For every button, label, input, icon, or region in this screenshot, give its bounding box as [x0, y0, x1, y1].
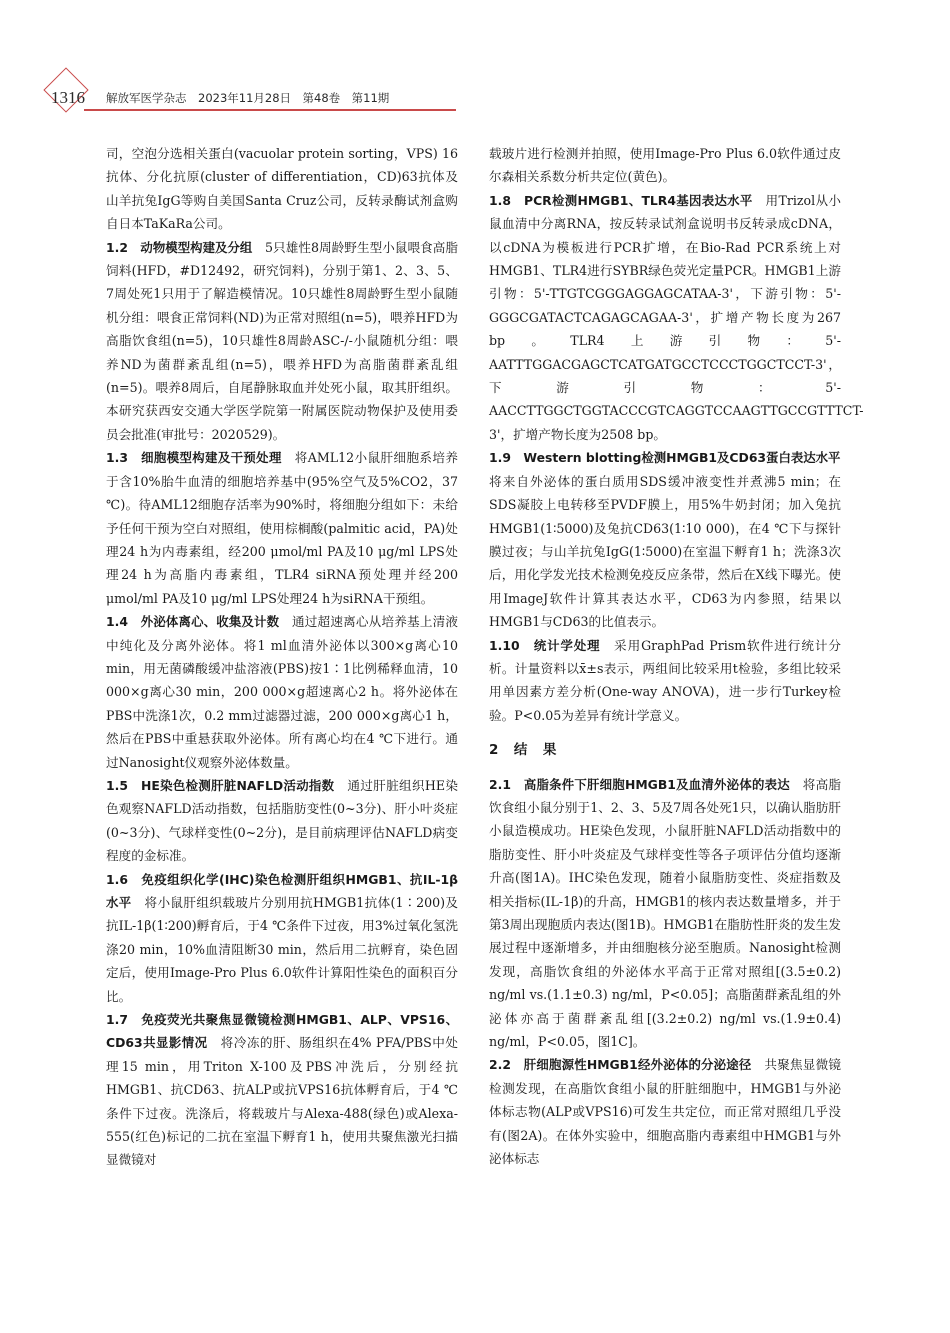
paragraph-text: 将小鼠肝组织载玻片分别用抗HMGB1抗体(1∶200)及抗IL-1β(1∶200)孵育后，于4 ℃条件下过夜，用3%过氧化氢洗涤20 min，10%血清阻断30 min，然后用二抗孵育，染色固定后，使用Image-Pro Plus 6.0软件计算阳性染色的面积百分比。	[106, 895, 458, 1004]
section-1-9	[489, 446, 853, 633]
right-column	[489, 142, 864, 1170]
paragraph-text: 5只雄性8周龄野生型小鼠喂食高脂饲料(HFD，#D12492，研究饲料)，分别于第1、2、3、5、7周处死1只用于了解造模情况。10只雄性8周龄野生型小鼠随机分组：喂食正常饲料(ND)为正常对照组(n=5)，喂养HFD为高脂饮食组(n=5)，10只雄性8周龄ASC-/-小鼠随机分组：喂养ND为菌群紊乱组(n=5)，喂养HFD为高脂菌群紊乱组(n=5)。喂养8周后，自尾静脉取血并处死小鼠，取其肝组织。本研究获西安交通大学医学院第一附属医院动物保护及使用委员会批准(审批号：2020529)。	[106, 239, 459, 442]
paragraph: 司，空泡分选相关蛋白(vacuolar protein sorting，VPS) 16抗体、分化抗原(cluster of differentiation，CD)63抗体及山羊抗兔IgG等购自美国Santa Cruz公司，反转录酶试剂盒购自日本TaKaRa公司。	[106, 146, 458, 232]
journal-info: 解放军医学杂志 2023年11月28日 第48卷 第11期	[106, 91, 390, 105]
section-1-5	[106, 774, 458, 868]
subsection-heading: 1.9 Western blotting检测HMGB1及CD63蛋白表达水平	[489, 450, 841, 466]
left-column	[106, 142, 458, 1172]
section-2-1	[489, 773, 841, 1054]
paragraph-text: 通过超速离心从培养基上清液中纯化及分离外泌体。将1 ml血清外泌体以300×g离心10 min，用无菌磷酸缓冲盐溶液(PBS)按1∶1比例稀释血清，10 000×g离心30 min，200 000×g超速离心2 h。将外泌体在PBS中洗涤1次，0.2 mm过滤器过滤，200 000×g离心1 h，然后在PBS中重悬获取外泌体。所有离心均在4 ℃下进行。通过Nanosight仪观察外泌体数量。	[106, 614, 459, 770]
section-1-8	[489, 189, 864, 446]
page-number: 1316	[51, 88, 85, 107]
running-header	[46, 84, 410, 112]
subsection-heading: 1.3 细胞模型构建及干预处理	[106, 450, 282, 466]
header-rule	[84, 109, 456, 111]
subsection-heading: 1.4 外泌体离心、收集及计数	[106, 614, 280, 630]
paragraph-text: 采用GraphPad Prism软件进行统计分析。计量资料以x̄±s表示，两组间比较采用t检验，多组比较采用单因素方差分析(One-way ANOVA)，进一步行Turkey检验。P<0.05为差异有统计学意义。	[489, 637, 841, 723]
subsection-heading: 1.10 统计学处理	[489, 637, 601, 653]
paragraph-text: 将来自外泌体的蛋白质用SDS缓冲液变性并煮沸5 min；在SDS凝胶上电转移至PVDF膜上，用5%牛奶封闭；加入兔抗HMGB1(1∶5000)及兔抗CD63(1∶10 000)，在4 ℃下与探针膜过夜；与山羊抗兔IgG(1∶5000)在室温下孵育1 h；洗涤3次后，用化学发光技术检测免疫反应条带，然后在X线下曝光。使用ImageJ软件计算其表达水平，CD63为内参照，结果以HMGB1与CD63的比值表示。	[489, 450, 853, 630]
paragraph-text: 通过肝脏组织HE染色观察NAFLD活动指数，包括脂肪变性(0~3分)、肝小叶炎症(0~3分)、气球样变性(0~2分)，是目前病理评估NAFLD病变程度的金标准。	[106, 777, 458, 864]
section-1-7	[106, 1008, 458, 1172]
section-1-2	[106, 236, 458, 447]
section-1-6	[106, 868, 458, 1008]
section-1-10	[489, 634, 841, 728]
subsection-heading: 1.8 PCR检测HMGB1、TLR4基因表达水平	[489, 192, 753, 208]
section-1-3	[106, 446, 458, 610]
section-heading-results: 2 结 果	[489, 742, 558, 759]
paragraph-text: 用Trizol从小鼠血清中分离RNA，按反转录试剂盒说明书反转录成cDNA，以cDNA为模板进行PCR扩增，在Bio-Rad PCR系统上对HMGB1、TLR4进行SYBR绿色荧光定量PCR。HMGB1上游引物：5'-TTGTCGGGAGGAGCATAA-3'，下游引物：5'-GGGCGATACTCAGAGCAGAA-3'，扩增产物长度为267 bp。TLR4上游引物：5'-AATTTGGACGAGCTCATGATGCCTCCCTGGCTCCT-3'，下游引物：5'-AACCTTGGCTGGTACCCGTCAGGTCCAAGTTGCCGTTTCT-3'，扩增产物长度为2508 bp。	[489, 192, 864, 442]
subsection-heading: 2.2 肝细胞源性HMGB1经外泌体的分泌途径	[489, 1057, 752, 1073]
subsection-heading: 1.7 免疫荧光共聚焦显微镜检测HMGB1、ALP、VPS16、CD63共显影情况	[106, 1012, 458, 1051]
section-2-2	[489, 1053, 841, 1170]
subsection-heading: 2.1 高脂条件下肝细胞HMGB1及血清外泌体的表达	[489, 776, 790, 792]
paragraph-text: 将冷冻的肝、肠组织在4% PFA/PBS中处理15 min，用Triton X-100及PBS冲洗后，分别经抗HMGB1、抗CD63、抗ALP或抗VPS16抗体孵育后，于4 ℃条件下过夜。洗涤后，将载玻片与Alexa-488(绿色)或Alexa-555(红色)标记的二抗在室温下孵育1 h，使用共聚焦激光扫描显微镜对	[106, 1035, 458, 1168]
section-1-4	[106, 610, 458, 774]
subsection-heading: 1.5 HE染色检测肝脏NAFLD活动指数	[106, 777, 335, 793]
paragraph-text: 将AML12小鼠肝细胞系培养于含10%胎牛血清的细胞培养基中(95%空气及5%CO2，37 ℃)。待AML12细胞存活率为90%时，将细胞分组如下：未给予任何干预为空白对照组，使用棕榈酸(palmitic acid，PA)处理24 h为内毒素组，经200 μmol/ml PA及10 μg/ml LPS处理24 h为高脂内毒素组，TLR4 siRNA预处理并经200 μmol/ml PA及10 μg/ml LPS处理24 h为siRNA干预组。	[106, 450, 458, 606]
paragraph-text: 将高脂饮食组小鼠分别于1、2、3、5及7周各处死1只，以确认脂肪肝小鼠造模成功。HE染色发现，小鼠肝脏NAFLD活动指数中的脂肪变性、肝小叶炎症及气球样变性等各子项评估分值均逐渐升高(图1A)。IHC染色发现，随着小鼠脂肪变性、炎症指数及相关指标(IL-1β)的升高，HMGB1的核内表达数量增多，并于第3周出现胞质内表达(图1B)。HMGB1在脂肪性肝炎的发生发展过程中逐渐增多，并由细胞核分泌至胞质。Nanosight检测发现，高脂饮食组的外泌体水平高于正常对照组[(3.5±0.2) ng/ml vs.(1.1±0.3) ng/ml，P<0.05]；高脂菌群紊乱组的外泌体亦高于菌群紊乱组[(3.2±0.2) ng/ml vs.(1.9±0.4) ng/ml，P<0.05，图1C]。	[489, 776, 842, 1050]
paragraph-text: 共聚焦显微镜检测发现，在高脂饮食组小鼠的肝脏细胞中，HMGB1与外泌体标志物(ALP或VPS16)可发生共定位，而正常对照组几乎没有(图2A)。在体外实验中，细胞高脂内毒素组中HMGB1与外泌体标志	[489, 1057, 842, 1167]
subsection-heading: 1.2 动物模型构建及分组	[106, 239, 253, 255]
subsection-heading: 1.6 免疫组织化学(IHC)染色检测肝组织HMGB1、抗IL-1β水平	[106, 871, 458, 910]
paragraph: 载玻片进行检测并拍照，使用Image-Pro Plus 6.0软件通过皮尔森相关系数分析共定位(黄色)。	[489, 146, 841, 185]
